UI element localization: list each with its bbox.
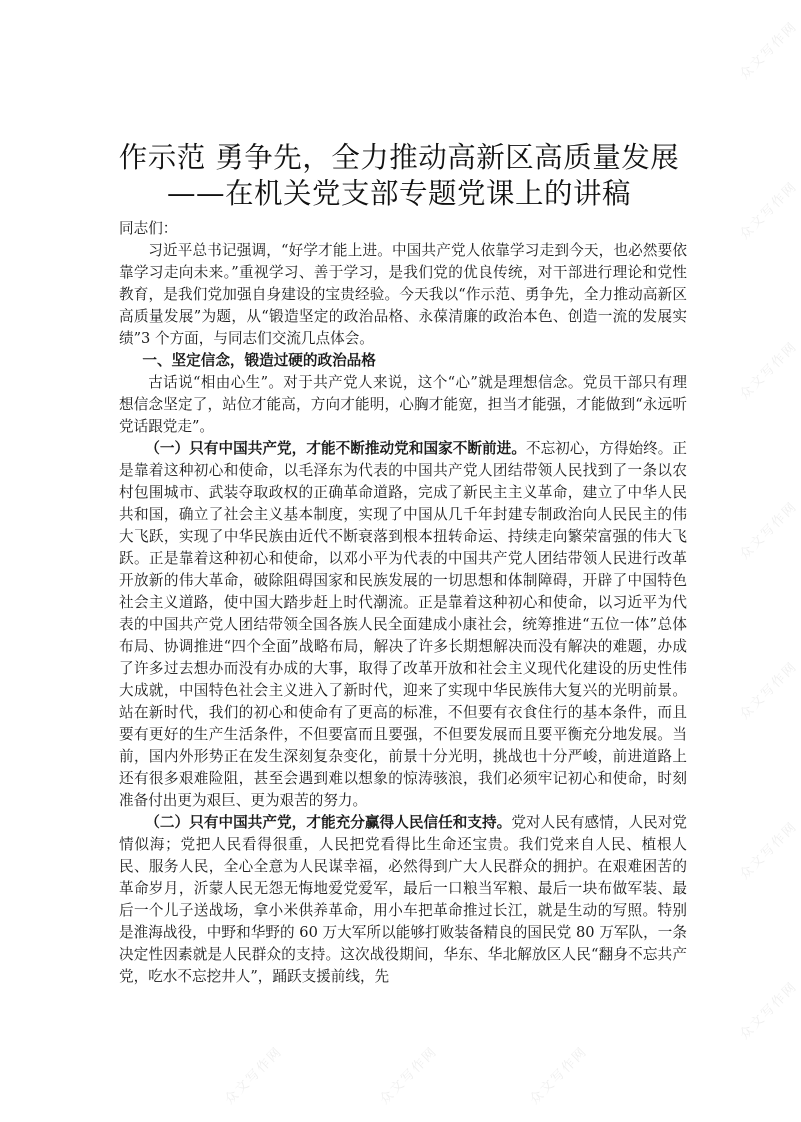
watermark: 众文写作网 bbox=[737, 979, 801, 1043]
watermark: 众文写作网 bbox=[377, 1044, 441, 1108]
watermark: 众文写作网 bbox=[222, 1044, 286, 1108]
point-2-body: 党对人民有感情，人民对党情似海；党把人民看得很重，人民把党看得比生命还宝贵。我们党来自人民、植根人民、服务人民，全心全意为人民谋幸福，必然得到广大人民群众的拥护。在艰难困苦的革命岁月，沂蒙人民无怨无悔地爱党爱军，最后一口粮当军粮、最后一块布做军装、最后一个儿子送战场，拿小米供养革命，用小车把革命推过长江，就是生动的写照。特别是淮海战役，中野和华野的 60 万大军所以能够打败装备精良的国民党 80 万军队，一条决定性因素就是人民群众的支持。这次战役期间，华东、华北解放区人民“翻身不忘共产党，吃水不忘挖井人”，踊跃支援前线，先 bbox=[119, 814, 687, 985]
watermark: 众文写作网 bbox=[527, 1044, 591, 1108]
point-2-heading: （二）只有中国共产党，才能充分赢得人民信任和支持。 bbox=[145, 814, 512, 831]
point-2-paragraph bbox=[119, 812, 687, 988]
watermark: 众文写作网 bbox=[737, 179, 801, 243]
point-1-paragraph bbox=[119, 438, 687, 812]
section-intro-paragraph: 古话说“相由心生”。对于共产党人来说，这个“心”就是理想信念。党员干部只有理想信念坚定了，站位才能高，方向才能明，心胸才能宽，担当才能强，才能做到“永远听党话跟党走”。 bbox=[119, 374, 687, 435]
document-title: 作示范 勇争先，全力推动高新区高质量发展——在机关党支部专题党课上的讲稿 bbox=[118, 141, 680, 210]
watermark: 众文写作网 bbox=[737, 499, 801, 563]
point-1-body: 不忘初心，方得始终。正是靠着这种初心和使命，以毛泽东为代表的中国共产党人团结带领人民找到了一条以农村包围城市、武装夺取政权的正确革命道路，完成了新民主主义革命，建立了中华人民共和国，确立了社会主义基本制度，实现了中国从几千年封建专制政治向人民民主的伟大飞跃，实现了中华民族由近代不断衰落到根本扭转命运、持续走向繁荣富强的伟大飞跃。正是靠着这种初心和使命，以邓小平为代表的中国共产党人团结带领人民进行改革开放新的伟大革命，破除阻碍国家和民族发展的一切思想和体制障碍，开辟了中国特色社会主义道路，使中国大踏步赶上时代潮流。正是靠着这种初心和使命，以习近平为代表的中国共产党人团结带领全国各族人民全面建成小康社会，统筹推进“五位一体”总体布局、协调推进“四个全面”战略布局，解决了许多长期想解决而没有解决的难题，办成了许多过去想办而没有办成的大事，取得了改革开放和社会主义现代化建设的历史性伟大成就，中国特色社会主义进入了新时代，迎来了实现中华民族伟大复兴的光明前景。站在新时代，我们的初心和使命有了更高的标准，不但要有衣食住行的基本条件，而且要有更好的生产生活条件，不但要富而且要强，不但要发展而且要平衡充分地发展。当前，国内外形势正在发生深刻复杂变化，前景十分光明，挑战也十分严峻，前进道路上还有很多艰难险阻，甚至会遇到难以想象的惊涛骇浪，我们必须牢记初心和使命，时刻准备付出更为艰巨、更为艰苦的努力。 bbox=[119, 440, 687, 809]
salutation: 同志们： bbox=[119, 220, 178, 237]
watermark: 众文写作网 bbox=[737, 339, 801, 403]
watermark: 众文写作网 bbox=[737, 19, 801, 83]
watermark: 众文写作网 bbox=[737, 819, 801, 883]
point-1-heading: （一）只有中国共产党，才能不断推动党和国家不断前进。 bbox=[145, 440, 526, 457]
watermark: 众文写作网 bbox=[737, 659, 801, 723]
document-body bbox=[119, 218, 687, 988]
section-heading: 一、坚定信念，锻造过硬的政治品格 bbox=[142, 352, 376, 369]
intro-paragraph: 习近平总书记强调，“好学才能上进。中国共产党人依靠学习走到今天，也必然要依靠学习走向未来。”重视学习、善于学习，是我们党的优良传统，对干部进行理论和党性教育，是我们党加强自身建设的宝贵经验。今天我以“作示范、勇争先，全力推动高新区高质量发展”为题，从“锻造坚定的政治品格、永葆清廉的政治本色、创造一流的发展实绩”3 个方面，与同志们交流几点体会。 bbox=[119, 242, 687, 347]
